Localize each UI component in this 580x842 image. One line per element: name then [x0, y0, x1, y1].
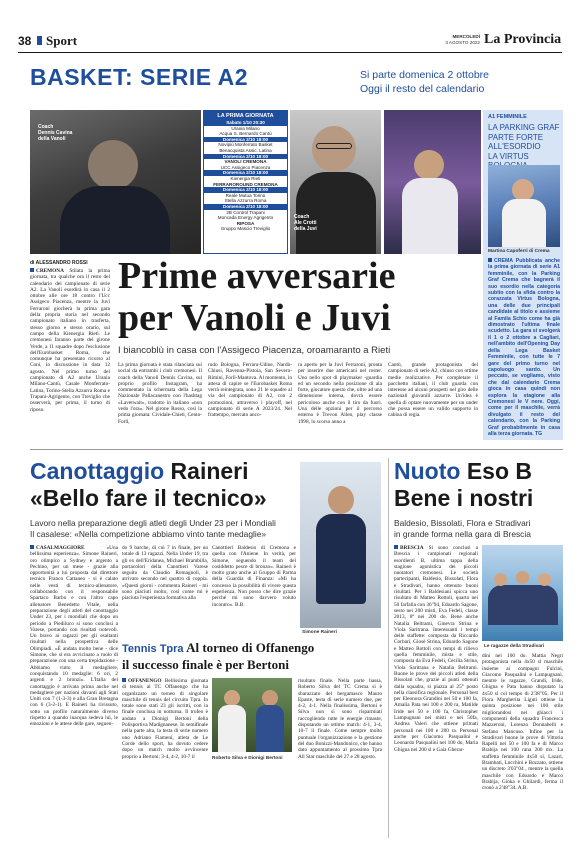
silhouette-body	[60, 186, 170, 254]
photo1-caption-3: della Vanoli	[38, 136, 66, 142]
side-subtitle-3: ALL'ESORDIO	[488, 142, 541, 151]
basket-col5: Cantù, grande protagonista del campionato di serie A2, chiuso con ottime medie realizzative. Per completare il pacchetto italiani, il club guarda con interesse ad alcuni prospetti nel giro delle nazionali giovanili azzurre. Un'idea è quella di optare nuovamente per un under che possa essere un valido supporto in cabina di regia.	[388, 362, 478, 419]
bullet-square	[122, 678, 126, 682]
raineri-caption: Simone Raineri	[302, 630, 337, 635]
photo-coach-cavina	[30, 110, 201, 254]
side-body	[488, 258, 560, 438]
side-body-lead: CREMA	[494, 258, 513, 264]
glasses-shape	[316, 143, 352, 149]
photo2-caption-1: Coach	[294, 214, 310, 220]
nuoto-deck-1: Baldesio, Bissolati, Flora e Stradivari	[394, 518, 531, 528]
schedule-team: VANOLI CREMONA	[224, 159, 267, 165]
schedule-box	[203, 110, 288, 254]
tennis-kicker: Tennis Tpra	[122, 643, 184, 655]
side-subtitle-1: LA PARKING GRAF	[488, 123, 560, 132]
person-shape	[494, 573, 507, 586]
nuoto-col1	[394, 545, 478, 837]
bullet-square	[30, 268, 34, 272]
section-marker	[37, 36, 42, 45]
side-subtitle-4: LA VIRTUS	[488, 151, 529, 161]
silhouette-body	[296, 172, 376, 254]
schedule-team: Acqua S. Bernardo Cantù	[219, 131, 272, 137]
canottaggio-deck-2: Il casalese: «Nella competizione abbiamo vinto tante medaglie»	[30, 529, 267, 539]
canottaggio-col1	[30, 545, 118, 837]
schedule-date-band: Domenica 2/10 18:00	[204, 187, 287, 193]
date-line-2: 3 AGOSTO 2022	[445, 40, 480, 45]
schedule-team: Gruppo Mascio Treviglio	[220, 226, 271, 232]
nuoto-photo-caption: Le ragazze della Stradivari	[484, 644, 545, 649]
player-shape	[512, 179, 534, 201]
side-subtitle-2: PARTE FORTE	[488, 132, 544, 142]
person-shape	[224, 690, 240, 706]
photo-coach-crotti	[290, 110, 381, 254]
basket-col1-lead: CREMONA	[36, 268, 64, 274]
schedule-team: Reale Mutua Torino	[225, 192, 266, 198]
section-rule	[30, 449, 563, 450]
basket-col3: rudo Bologna, Ferrara-Udine, Nardò-Chiusi, Ravenna-Pistoia, San Severo-Rimini, Forlì-Mantova. Al momento, in attesa di capire se l'Eurobasket Roma verrà reintegrata, sono 21 le squadre al via del campionato di A2, con 2 promozioni, attraverso i playoff, nel campionato di serie A 2023/24. Nel frattempo, mercato anco-	[208, 362, 292, 419]
canottaggio-col2: do 9 barche, di cui 7 in finale, per un totale di 13 ragazzi. Nella Under 19, tra gli ex dell'Eridanea, Michael Brambilla, portacolori della Canottieri Varese seguito da Claudio Romagnoli, è arrivato secondo nel quattro di coppia. «Questi giorni - commenta Raineri - mi sono piaciuti molto, così come mi è piaciuta l'esperienza formativa alla	[122, 545, 208, 602]
schedule-title: LA PRIMA GIORNATA	[204, 111, 287, 120]
basket-subtitle-2: Oggi il resto del calendario	[360, 83, 485, 95]
basket-col1	[30, 268, 110, 442]
schedule-team: Urania Milano	[231, 125, 260, 131]
nuoto-col1-text: Si sono conclusi a Brescia i campionati regionali esordienti B, ultima tappa della stagione agonistica dei piccoli nuotatori cremonesi. Le società partecipanti, Baldesio, Bissolati, Flora e Stradivari, hanno ottenuto buoni risultati. Per i Baldesiani spicca uno risultato di Matteo Rottoli, quarto nei 50 farfalla con 36"94, Edoardo Sagone, sesto nei 200 misti, Eva Fedeli, classe 2013, 8ª nei 200 do. Bene anche Natalia Beltrami, Ginevra Strina e Viola Saritrana. Interessanti i tempi delle staffette: composta da Riccardo Corbari, Giosè Strina, Edoardo Sagone e Matteo Rottoli con tempi di rilievo quella femminile, mista e stile, composta da Eva Fedeli, Cecilia Strina, Viola Saritrana e Natalia Beltrami. Buone le prove dei piccoli atleti della Bissolati che, grazie ai punti ottenuti dalla squadra, si piazza al 25° posto nella classifica regionale. Personal best per Eleonora Grandini nei 50 e 100 fa, Amalia Pata nei 100 e 200 ra, Matilde Iride nei 50 e 100 fa, Christopher Lampugnani nei misti e nei 50fa, Andrea Valeri che ottiene primati personali nei 100 e 200 ra. Personal anche per Giacomo Pasqualini e Leonardo Pasqualini nei 100 do, Maria Ghigna nei 200 sl e Gaia Gherar-	[394, 545, 478, 753]
nuoto-kicker: Nuoto	[394, 458, 461, 484]
person-shape	[516, 571, 529, 584]
nuoto-deck-2: in grande forma nella gara di Brescia	[394, 529, 531, 539]
canottaggio-headline-2: «Bello fare il tecnico»	[30, 485, 267, 511]
canottaggio-col1-text: «Una bellissima esperienza». Simone Raineri, oro olimpico a Sydney e argento a Pechino, per un mese - grazie alla opportunità a lui proposta dal direttore tecnico Franco Cattaneo - si è calato nelle vesti di tecnico-allenatore, collaborando con il responsabile Spartaco Barbo e con l'altro capo allenatore Benedetto Vitale, nella preparazione degli atleti del canottaggio Under 23, per i mondiali che dopo un periodo a Piediluco si sono conclusi a Varese, portando con risultati notevoli. Un bravo ai ragazzi per gli esaltanti risultati nella prospettiva delle Olimpiadi. «È andata molto bene - dice Simone, che si era avvicinato a ruolo di preparazione con una certa trepidazione - Abbiamo vinto il medagliere, conquistando 10 medaglie: 6 ori, 2 argenti e 2 bronzi». L'Italia del canottaggio è arrivata prima anche nel medagliere per nazioni davanti agli Stati Uniti con 7 (1-3-3) e alla Gran Bretagna con 6 (3-2-1). E Raineri ha rivissuto, sotto un profilo naturalmente diverso rispetto a quando inacqua sedeva lui, le emozioni e le attese delle gare, seguen-	[30, 545, 118, 728]
schedule-team: 2B Control Trapani	[226, 209, 265, 215]
schedule-list	[204, 120, 287, 232]
person-body	[218, 705, 246, 752]
person-shape	[328, 486, 354, 514]
schedule-date-band: Domenica 2/10 18:00	[204, 154, 287, 160]
schedule-date-band: Domenica 2/10 18:00	[204, 137, 287, 143]
photo1-caption-1: Coach	[38, 124, 54, 130]
player-body	[402, 178, 458, 254]
canottaggio-name: Raineri	[170, 458, 249, 484]
basket-headline-1: Prime avversarie	[118, 255, 396, 297]
schedule-date-band: Domenica 2/10 18:00	[204, 204, 287, 210]
person-body	[256, 705, 284, 752]
player-body	[502, 199, 546, 247]
side-body-text: Pubblicata anche la prima giornata di serie A1 femminile, con la Parking Graf Crema che bagnerà il suo esordio nella categoria subito con la sfida contro la corazzata Virtus Bologna, una delle due principali candidate al titolo e assieme al Famila Schio come ha già dimostrato l'ultima finale scudetto. La gara si svolgerà il 1 o 2 ottobre a Cagliari, nell'ambito dell'Opening Day della Lega Basket Femminile, con tutte le 7 gare del primo turno nel capoluogo sardo. Un peccato, se vogliamo, visto che dal calendario Crema gioca in casa quindi non esplora la stagione alla Cremonesi le V nere. Oggi, come per il maschile, verrà divulgato il resto del calendario, con la Parking Graf probabilmente in casa alla terza giornata. TG	[488, 258, 560, 437]
bullet-square	[30, 545, 34, 549]
basket-deck: I biancoblù in casa con l'Assigeco Piacenza, oroamaranto a Rieti	[118, 345, 391, 356]
tennis-col1	[122, 678, 208, 838]
photo-capoferri	[488, 165, 560, 247]
photo-stradivari	[482, 545, 563, 641]
nuoto-column-rule	[388, 458, 389, 838]
date-line-1: MERCOLEDÌ	[452, 34, 480, 39]
basket-subtitle-1: Si parte domenica 2 ottobre	[360, 69, 489, 81]
schedule-team: Moncada Energy Agrigento	[217, 215, 274, 221]
basket-col1-text: Stilata la prima giornata, tra qualche ora il resto del calendario del campionato di serie A2. La Vanoli esordirà in casa il 2 ottobre alle ore 18 contro l'Ucc Assigeco Piacenza, mentre la Juvi Ferraroni giocherà la prima gara della propria storia nel secondo campionato italiano in trasferta, stesso giorno e stesso orario, sul campo della Kienergia Rieti. Le cremonesi faranno parte del girone Verde, a 11 squadre dopo l'esclusione dell'Eurobasket Roma, che comunque ha presentato ricorso al Coni, in discussione in data 12 agosto. Nel primo turno del campionato di A2 anche Urania Milano-Cantù, Casale Monferrato-Latina, Torino-Stella Azzurra Roma e Trapani-Agrigento, con Treviglio che osserverà, per prima, il turno di riposo.	[30, 268, 110, 413]
photo-raineri	[300, 462, 381, 628]
nuoto-headline-2: Bene i nostri	[394, 485, 534, 511]
canottaggio-col1-lead: CASALMAGGIORE	[36, 545, 85, 551]
section-title: Sport	[46, 33, 78, 48]
basket-byline: di ALESSANDRO ROSSI	[30, 260, 88, 266]
basket-headline-2: per Vanoli e Juvi	[118, 297, 391, 339]
schedule-date-band: Sabato 1/10 20:30	[204, 120, 287, 126]
schedule-team: Benacquista Assic. Latina	[219, 147, 272, 153]
canottaggio-kicker: Canottaggio	[30, 458, 165, 484]
person-shape	[538, 573, 551, 586]
tennis-headline-text: Al torneo di Offanengo	[186, 640, 315, 655]
nuoto-headline-1	[394, 458, 532, 484]
basket-col2: La prima giornata è stata rilanciata sui social da entrambi i club cremonesi. Il coach della Vanoli Dennis Cavina, sul proprio profilo Instagram, ha commentato la schermata della Lega Nazionale Pallacanestro con l'hashtag «Lavetwait», tradotto in italiano «non vedo l'ora». Nel girone Rosso, così la prima giornata: Cividale-Chieti, Cento-Forlì,	[118, 362, 202, 425]
header-rule	[18, 52, 562, 53]
photo-tennis-players	[212, 678, 292, 752]
masthead-logo: La Provincia	[484, 32, 562, 47]
schedule-team: Novipiù Monferrato Basket	[218, 142, 273, 148]
canottaggio-headline-1	[30, 458, 249, 484]
nuoto-name: Eso B	[466, 458, 532, 484]
photo2-caption-3: della Juvi	[294, 226, 317, 232]
page-number: 38	[18, 34, 32, 48]
basket-col4: ra aperto per la Juvi Ferraroni, pronta per inserire due americani nel roster. Uno nello spot di playmaker -guardia ed un secondo nella posizione di ala forte, giocatore questo che, oltre ad una dimensione interna, dovrà essere pericoloso anche con il tiro da fuori. Una delle opzioni per il percorso esterno è Trevon Allen, play classe 1998, lo scorso anno a	[298, 362, 382, 425]
schedule-team: Stella Azzurra Roma	[224, 198, 267, 204]
schedule-team: Kienergia Rieti	[230, 175, 261, 181]
tennis-headline-2: il successo finale è per Bertoni	[122, 657, 289, 672]
person-body	[316, 514, 366, 604]
tennis-col1-text: Bellissima giornata di tennis al TC Offanengo che ha organizzato un torneo di singolare maschile di tennis del circuito Tpra. In totale sono stati 23 gli iscritti, con la finale conclusa in notturna. Il trofeo è andato a Dionigi Bertoni della Polisportiva Madignanese. In semifinale nella parte alta, la testa di serie numero uno Adriano Fiamenì, atleta de Le Corde dello sport, ha dovuto cedere dopo un match molto avvincente proprio a Bertoni: 3-4, 4-2, 10-7 il	[122, 678, 208, 760]
nuoto-col1-lead: BRESCIA	[400, 545, 424, 551]
canottaggio-col3: Canottieri Baldesio di Cremona e quella con l'Aniene. In verità, per Simone, seguendo il team del cosiddetto pesce di bronzo». Raineri è molto grato anche al Gruppo di Parma della Guardia di Finanza: «Mi ha concesso la possibilità di vivere questa esperienza. Non posso che dire grazie perché mi sono davvero voluto incontro». B.B.	[212, 545, 296, 608]
tennis-col1-lead: OFFANENGO	[128, 678, 162, 684]
schedule-team: UCC Assigeco Piacenza	[220, 164, 271, 170]
tennis-col2: risultato finale. Nella parte bassa, Roberto Silva del TC Crema si è sbarazzato del bergamasco Mauro Epaste, testa di serie numero due, per 4-2, 4-1. Nella finalissima, Bertoni e Silva non si sono risparmiati raccogliendo tutte le energie rimaste, disputando un ottimo match: 4-1, 3-4, 10-7 il finale. Come sempre molto puntuale l'organizzazione e la gestione del duo Bonizzi-Mandonico, che hanno dato appuntamento al prossimo Tpra All Star maschile del 27 e 28 agosto.	[298, 678, 382, 760]
bullet-square	[394, 545, 398, 549]
player-shape	[414, 150, 444, 180]
group-shape	[488, 585, 558, 625]
schedule-team: FERRAROROUND CREMONA	[213, 181, 278, 187]
silhouette-shape	[312, 126, 356, 172]
tennis-headline-1	[122, 640, 314, 657]
bullet-square	[488, 258, 492, 262]
silhouette-shape	[88, 140, 138, 190]
photo1-caption-2: Dennis Cavina	[38, 130, 73, 136]
side-photo-caption: Martina Capoferri di Crema	[488, 249, 550, 254]
canottaggio-deck-1: Lavoro nella preparazione degli atleti degli Under 23 per i Mondiali	[30, 518, 276, 528]
photo-basket-action	[384, 110, 481, 254]
schedule-team: RIPOSA	[236, 220, 255, 226]
tennis-photo-caption: Roberto Silva e Dionigi Bertoni	[212, 756, 283, 761]
nuoto-col2: dini nei 100 do. Mattia Negri protagonista nella 4x50 sl maschile insieme ai compagni Fulcini, Giacomo Pasqualini e Lampugnani, mentre le ragazze, Grandi, Iride, Ghigna e Pata hanno disputato la 4x50 sl col tempo di 2'38"05. Per il Flora Margherita Liguti ottiene la quinta posizione nei 100 stile migliorandosi nei ghiacci i componenti della squadra Francesca Mazzeroni, Lorenzo Donnabelli e Stefano Mancuso. Infine per la Stradivari buone le prove di Vittoria Rapelli nei 50 e 100 fa e di Marco Brabija nei 100 rana 200 mx. La staffetta femminile 4x50 sl, Lazari, Brambati, Lucchini e Bozzato, ottiene un discreto 3'03"04 , mentre la quella maschile con Edoardo e Marco Brabija, Gioka e Ghilardi, ferma il cronò a 2'48"34. A.B.	[482, 653, 563, 792]
person-shape	[262, 690, 278, 706]
side-title: A1 FEMMINILE	[488, 114, 527, 120]
photo2-caption-2: Ale Crotti	[294, 220, 317, 226]
schedule-date-band: Domenica 2/10 18:00	[204, 170, 287, 176]
side-subtitle	[488, 123, 560, 171]
basket-kicker: BASKET: SERIE A2	[30, 64, 249, 90]
